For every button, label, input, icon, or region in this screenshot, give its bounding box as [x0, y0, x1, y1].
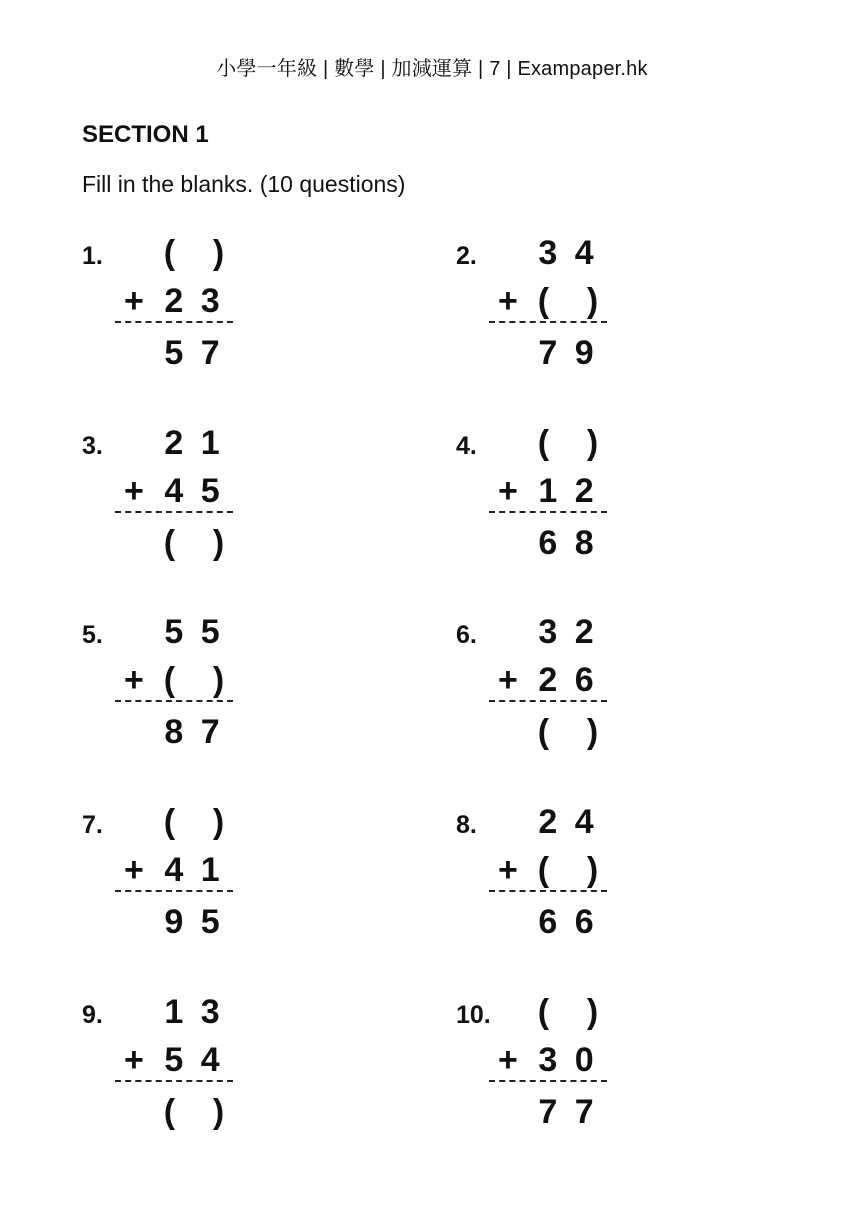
question-4	[456, 424, 676, 574]
bottom-operand: 2 6	[538, 661, 598, 699]
top-operand: 3 2	[538, 613, 598, 651]
sum-divider-line	[115, 1080, 233, 1082]
plus-sign: +	[124, 661, 144, 699]
plus-sign: +	[124, 1041, 144, 1079]
plus-sign: +	[124, 282, 144, 320]
sum-divider-line	[115, 700, 233, 702]
question-number: 4.	[456, 432, 477, 460]
page-header: 小學一年級 | 數學 | 加減運算 | 7 | Exampaper.hk	[216, 58, 648, 80]
answer-blank: ( )	[537, 282, 599, 320]
top-operand: 3 4	[538, 234, 598, 272]
question-number: 10.	[456, 1001, 491, 1029]
sum-divider-line	[489, 700, 607, 702]
result: 6 6	[538, 903, 598, 941]
result: 7 9	[538, 334, 598, 372]
result: 8 7	[164, 713, 224, 751]
answer-blank: ( )	[163, 803, 225, 841]
plus-sign: +	[498, 1041, 518, 1079]
plus-sign: +	[498, 472, 518, 510]
plus-sign: +	[124, 472, 144, 510]
result: 6 8	[538, 524, 598, 562]
plus-sign: +	[498, 661, 518, 699]
answer-blank: ( )	[163, 234, 225, 272]
plus-sign: +	[124, 851, 144, 889]
question-10	[456, 993, 676, 1143]
question-number: 9.	[82, 1001, 103, 1029]
question-8	[456, 803, 676, 953]
result: 7 7	[538, 1093, 598, 1131]
answer-blank: ( )	[163, 524, 225, 562]
sum-divider-line	[115, 511, 233, 513]
answer-blank: ( )	[537, 993, 599, 1031]
answer-blank: ( )	[537, 851, 599, 889]
result: 9 5	[164, 903, 224, 941]
question-3	[82, 424, 302, 574]
answer-blank: ( )	[163, 661, 225, 699]
question-6	[456, 613, 676, 763]
top-operand: 2 4	[538, 803, 598, 841]
plus-sign: +	[498, 282, 518, 320]
answer-blank: ( )	[537, 424, 599, 462]
section-title: SECTION 1	[82, 121, 209, 148]
question-number: 3.	[82, 432, 103, 460]
sum-divider-line	[489, 890, 607, 892]
question-5	[82, 613, 302, 763]
answer-blank: ( )	[537, 713, 599, 751]
bottom-operand: 4 1	[164, 851, 224, 889]
sum-divider-line	[489, 321, 607, 323]
question-number: 2.	[456, 242, 477, 270]
top-operand: 5 5	[164, 613, 224, 651]
question-1	[82, 234, 302, 384]
plus-sign: +	[498, 851, 518, 889]
top-operand: 1 3	[164, 993, 224, 1031]
bottom-operand: 2 3	[164, 282, 224, 320]
sum-divider-line	[489, 511, 607, 513]
sum-divider-line	[489, 1080, 607, 1082]
top-operand: 2 1	[164, 424, 224, 462]
bottom-operand: 3 0	[538, 1041, 598, 1079]
instructions: Fill in the blanks. (10 questions)	[82, 171, 406, 197]
question-7	[82, 803, 302, 953]
result: 5 7	[164, 334, 224, 372]
question-number: 8.	[456, 811, 477, 839]
question-2	[456, 234, 676, 384]
bottom-operand: 4 5	[164, 472, 224, 510]
question-9	[82, 993, 302, 1143]
answer-blank: ( )	[163, 1093, 225, 1131]
question-number: 6.	[456, 621, 477, 649]
sum-divider-line	[115, 321, 233, 323]
question-number: 1.	[82, 242, 103, 270]
bottom-operand: 1 2	[538, 472, 598, 510]
bottom-operand: 5 4	[164, 1041, 224, 1079]
sum-divider-line	[115, 890, 233, 892]
question-number: 7.	[82, 811, 103, 839]
question-number: 5.	[82, 621, 103, 649]
